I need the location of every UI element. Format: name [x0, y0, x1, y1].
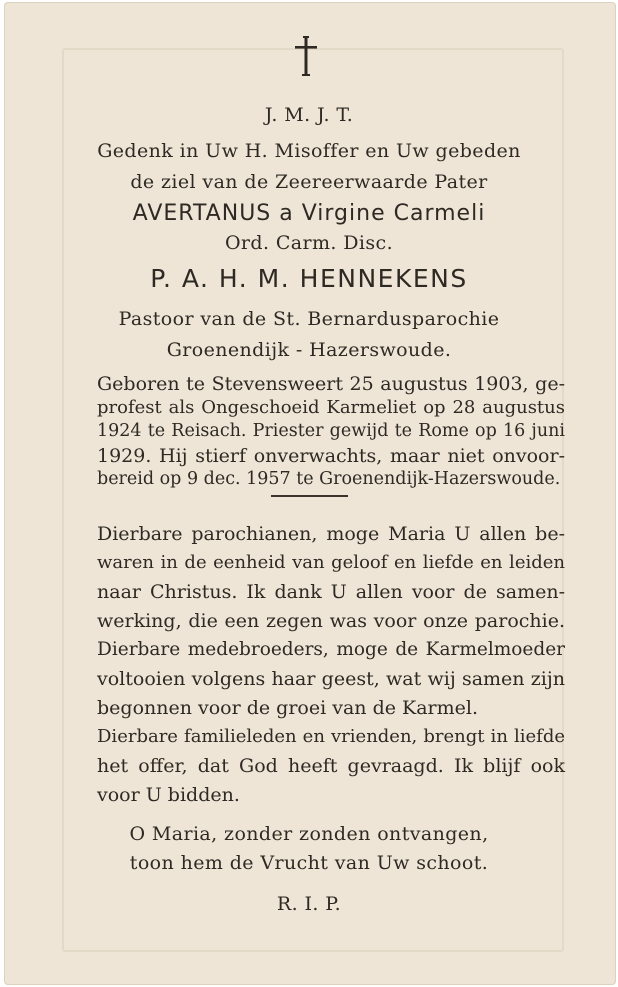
religious-name: AVERTANUS a Virgine Carmeli	[132, 201, 486, 226]
biography-line: bereid op 9 dec. 1957 te Groenendijk-Hazerswoude.	[97, 469, 561, 489]
biography-line: 1924 te Reisach. Priester gewijd te Rome op 16 juni	[97, 421, 565, 441]
intro-line-1: Gedenk in Uw H. Misoffer en Uw gebeden	[97, 140, 521, 162]
role-line-1: Pastoor van de St. Bernardusparochie	[118, 308, 500, 330]
person-name: P. A. H. M. HENNEKENS	[150, 264, 468, 293]
message-line: het offer, dat God heeft gevraagd. Ik blijf ook	[97, 755, 565, 777]
message-line: Dierbare familieleden en vrienden, brengt in liefde	[97, 726, 565, 747]
message-line: naar Christus. Ik dank U allen voor de samen-	[97, 581, 565, 603]
message-line: begonnen voor de groei van de Karmel.	[97, 697, 478, 719]
cross-icon	[291, 35, 321, 77]
biography-line: profest als Ongeschoeid Karmeliet op 28 augustus	[97, 397, 565, 418]
biography-line: Geboren te Stevensweert 25 augustus 1903, ge-	[97, 373, 565, 395]
order-name: Ord. Carm. Disc.	[224, 232, 394, 254]
message-line: voltooien volgens haar geest, wat wij samen zijn	[97, 668, 565, 690]
divider	[271, 495, 348, 497]
closing-rip: R. I. P.	[276, 893, 342, 915]
biography-line: 1929. Hij stierf onverwachts, maar niet onvoor-	[97, 445, 565, 467]
prayer-line-2: toon hem de Vrucht van Uw schoot.	[129, 852, 489, 874]
message-line: Dierbare medebroeders, moge de Karmelmoeder	[97, 639, 565, 660]
initials: J. M. J. T.	[264, 104, 354, 126]
intro-line-2: de ziel van de Zeereerwaarde Pater	[130, 171, 488, 193]
prayer-line-1: O Maria, zonder zonden ontvangen,	[129, 823, 489, 845]
message-line: voor U bidden.	[97, 784, 240, 806]
role-line-2: Groenendijk - Hazerswoude.	[166, 339, 452, 361]
message-line: Dierbare parochianen, moge Maria U allen be-	[97, 523, 565, 545]
message-line: waren in de eenheid van geloof en liefde en leiden	[97, 552, 565, 573]
message-line: werking, die een zegen was voor onze parochie.	[97, 610, 565, 632]
